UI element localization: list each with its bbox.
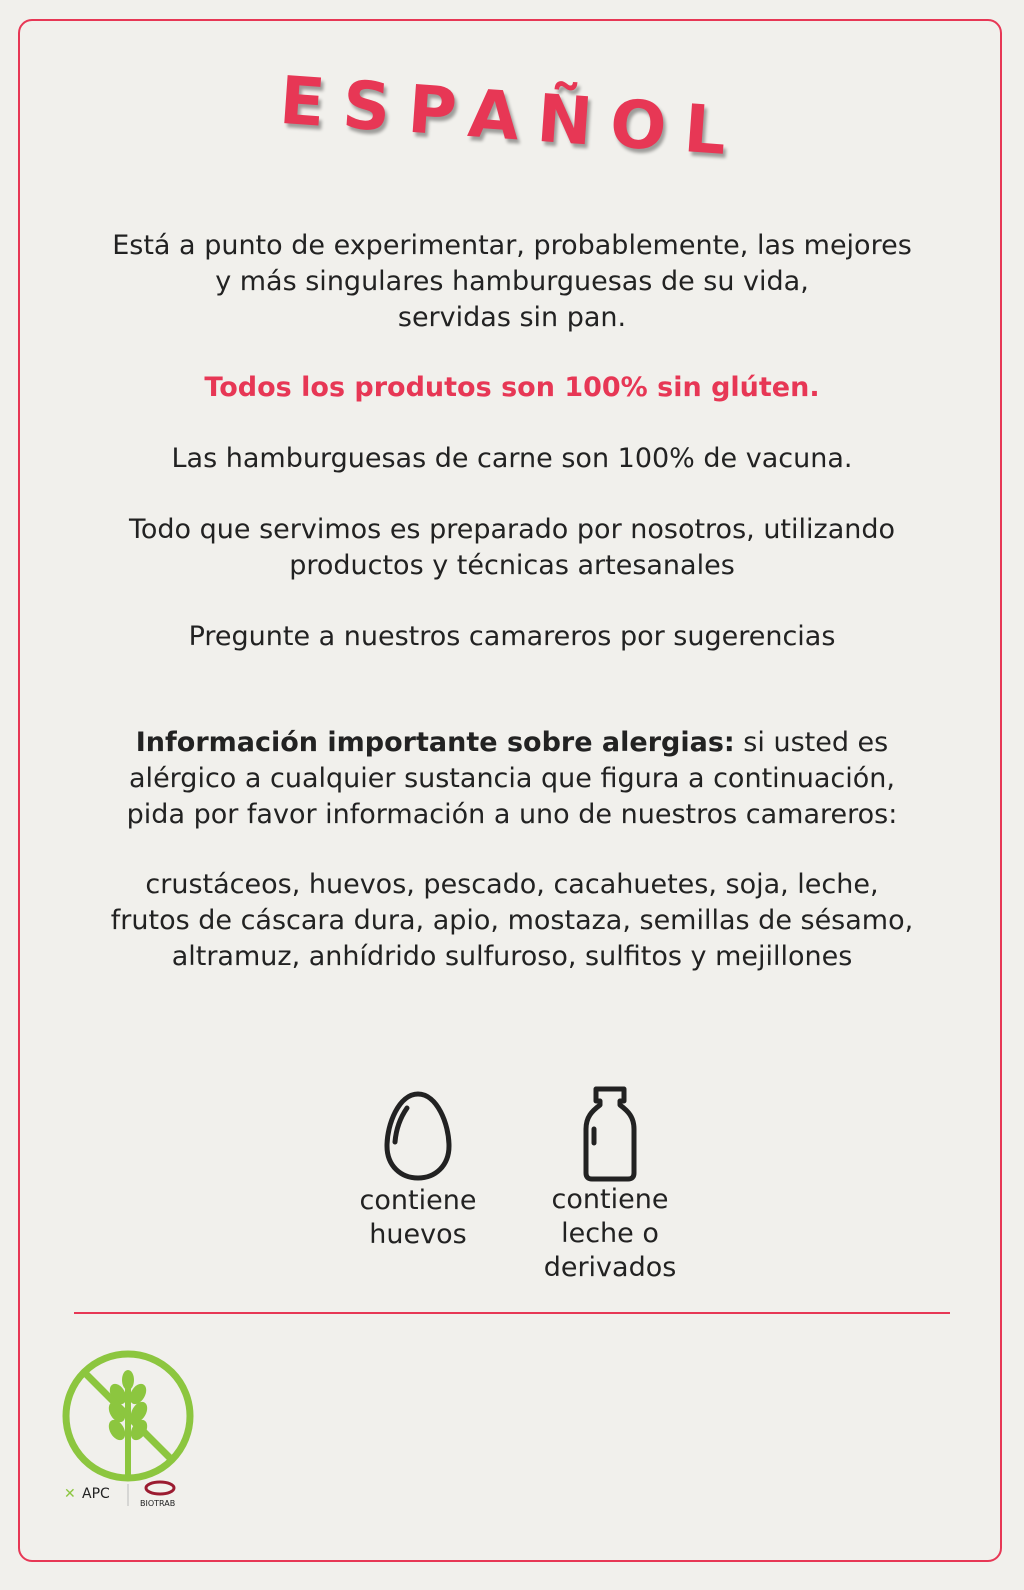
apc-logo bbox=[64, 1486, 110, 1502]
milk-label-line-1: contiene bbox=[551, 1184, 669, 1215]
divider-line bbox=[74, 1312, 950, 1314]
milk-allergen bbox=[530, 1085, 690, 1285]
biotrab-logo-text: BIOTRAB bbox=[140, 1499, 176, 1508]
artisan-line-1: Todo que servimos es preparado por nosotros, utilizando bbox=[128, 514, 896, 545]
allergy-line-1-rest: si usted es bbox=[734, 727, 889, 758]
beef-statement: Las hamburguesas de carne son 100% de vacuna. bbox=[171, 443, 853, 474]
egg-allergen bbox=[338, 1090, 498, 1252]
allergens-line-1: crustáceos, huevos, pescado, cacahuetes, soja, leche, bbox=[145, 869, 879, 900]
allergens-line-3: altramuz, anhídrido sulfuroso, sulfitos y mejillones bbox=[171, 941, 853, 972]
apc-logo-text: APC bbox=[82, 1486, 110, 1502]
allergens-line-2: frutos de cáscara dura, apio, mostaza, semillas de sésamo, bbox=[110, 905, 914, 936]
svg-text:✕: ✕ bbox=[64, 1486, 76, 1502]
milk-bottle-icon bbox=[580, 1085, 640, 1183]
allergy-paragraph bbox=[40, 725, 984, 833]
artisan-paragraph bbox=[40, 512, 984, 584]
intro-paragraph bbox=[40, 228, 984, 336]
allergens-list bbox=[40, 867, 984, 975]
ask-waiters: Pregunte a nuestros camareros por sugerencias bbox=[188, 621, 836, 652]
milk-label-line-3: derivados bbox=[543, 1252, 677, 1283]
allergy-line-2: alérgico a cualquier sustancia que figura a continuación, bbox=[129, 763, 895, 794]
intro-line-1: Está a punto de experimentar, probablemente, las mejores bbox=[112, 230, 912, 261]
biotrab-logo bbox=[140, 1482, 175, 1508]
allergy-heading: Información importante sobre alergias: bbox=[135, 727, 735, 758]
page-title: ESPAÑOL bbox=[277, 61, 747, 172]
egg-label-line-2: huevos bbox=[369, 1219, 467, 1250]
gluten-free-logo bbox=[60, 1350, 210, 1530]
allergy-line-3: pida por favor información a uno de nuestros camareros: bbox=[126, 799, 898, 830]
milk-label-line-2: leche o bbox=[561, 1218, 659, 1249]
allergy-line-1 bbox=[40, 725, 984, 761]
egg-icon bbox=[383, 1090, 453, 1182]
gluten-free-statement: Todos los produtos son 100% sin glúten. bbox=[204, 372, 820, 403]
intro-line-2: y más singulares hamburguesas de su vida, bbox=[215, 266, 809, 297]
egg-label-line-1: contiene bbox=[359, 1185, 477, 1216]
gluten-free-seal-icon bbox=[60, 1350, 210, 1530]
intro-line-3: servidas sin pan. bbox=[397, 302, 627, 333]
artisan-line-2: productos y técnicas artesanales bbox=[289, 550, 735, 581]
